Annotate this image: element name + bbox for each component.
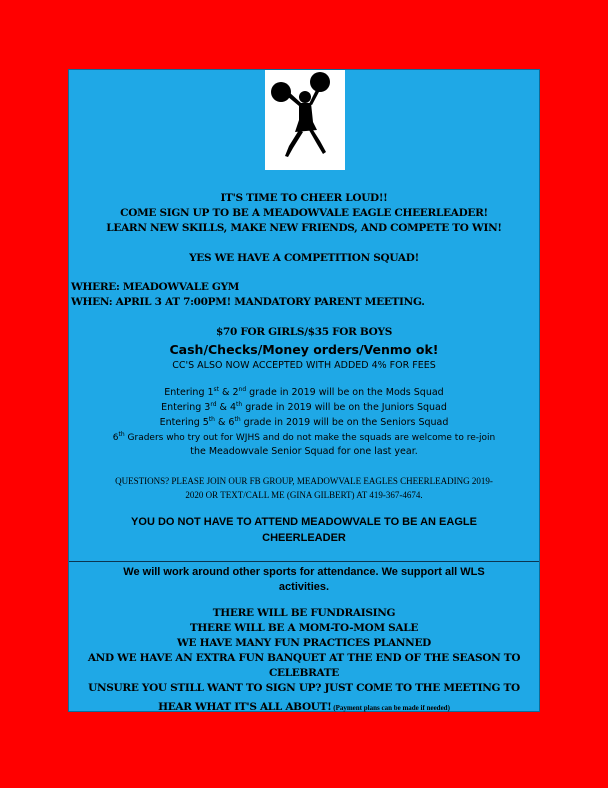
attend-line-2: CHEERLEADER (262, 532, 346, 544)
unsure-line-1: UNSURE YOU STILL WANT TO SIGN UP? JUST COME TO THE MEETING TO (88, 682, 520, 694)
squad-line-seniors: Entering 5th & 6th grade in 2019 will be on the Seniors Squad (159, 416, 449, 429)
where-line: WHERE: MEADOWVALE GYM (71, 281, 240, 293)
headline-2: COME SIGN UP TO BE A MEADOWVALE EAGLE CHEERLEADER! (120, 207, 488, 219)
unsure-line-2 (69, 697, 539, 715)
when-line: WHEN: APRIL 3 AT 7:00PM! MANDATORY PARENT MEETING. (71, 296, 425, 308)
cheerleader-logo (265, 70, 345, 170)
payment-methods: Cash/Checks/Money orders/Venmo ok! (169, 342, 439, 357)
cheerleader-silhouette-icon (265, 70, 345, 170)
sixth-graders-line-2: the Meadowvale Senior Squad for one last year. (190, 446, 418, 457)
mom-sale-line: THERE WILL BE A MOM-TO-MOM SALE (189, 622, 419, 634)
questions-line-2: 2020 OR TEXT/CALL ME (GINA GILBERT) AT 419-367-4674. (185, 490, 423, 500)
sixth-graders-line-1: 6th Graders who try out for WJHS and do not make the squads are welcome to re-join (112, 431, 496, 443)
cc-note: CC'S ALSO NOW ACCEPTED WITH ADDED 4% FOR FEES (172, 360, 436, 371)
squad-line-mods: Entering 1st & 2nd grade in 2019 will be on the Mods Squad (164, 386, 444, 399)
headline-1: IT'S TIME TO CHEER LOUD!! (220, 192, 388, 204)
attend-line-1: YOU DO NOT HAVE TO ATTEND MEADOWVALE TO BE AN EAGLE (131, 516, 477, 528)
sports-line-2: activities. (278, 581, 330, 593)
questions-line-1: QUESTIONS? PLEASE JOIN OUR FB GROUP, MEADOWVALE EAGLES CHEERLEADING 2019- (115, 476, 493, 486)
fees-line: $70 FOR GIRLS/$35 FOR BOYS (215, 326, 392, 338)
competition-squad: YES WE HAVE A COMPETITION SQUAD! (189, 252, 419, 264)
headline-3: LEARN NEW SKILLS, MAKE NEW FRIENDS, AND COMPETE TO WIN! (106, 222, 502, 234)
squad-line-juniors: Entering 3rd & 4th grade in 2019 will be on the Juniors Squad (161, 401, 447, 414)
banquet-line-1: AND WE HAVE AN EXTRA FUN BANQUET AT THE END OF THE SEASON TO (87, 652, 521, 664)
section-divider (69, 561, 539, 562)
unsure-line-2-text: HEAR WHAT IT'S ALL ABOUT! (158, 701, 332, 713)
sports-line-1: We will work around other sports for attendance. We support all WLS (123, 566, 485, 578)
flyer (68, 69, 540, 712)
banquet-line-2: CELEBRATE (268, 667, 340, 679)
fundraising-line: THERE WILL BE FUNDRAISING (212, 607, 396, 619)
practices-line: WE HAVE MANY FUN PRACTICES PLANNED (177, 637, 431, 649)
payment-plans-note: (Payment plans can be made if needed) (331, 704, 450, 712)
